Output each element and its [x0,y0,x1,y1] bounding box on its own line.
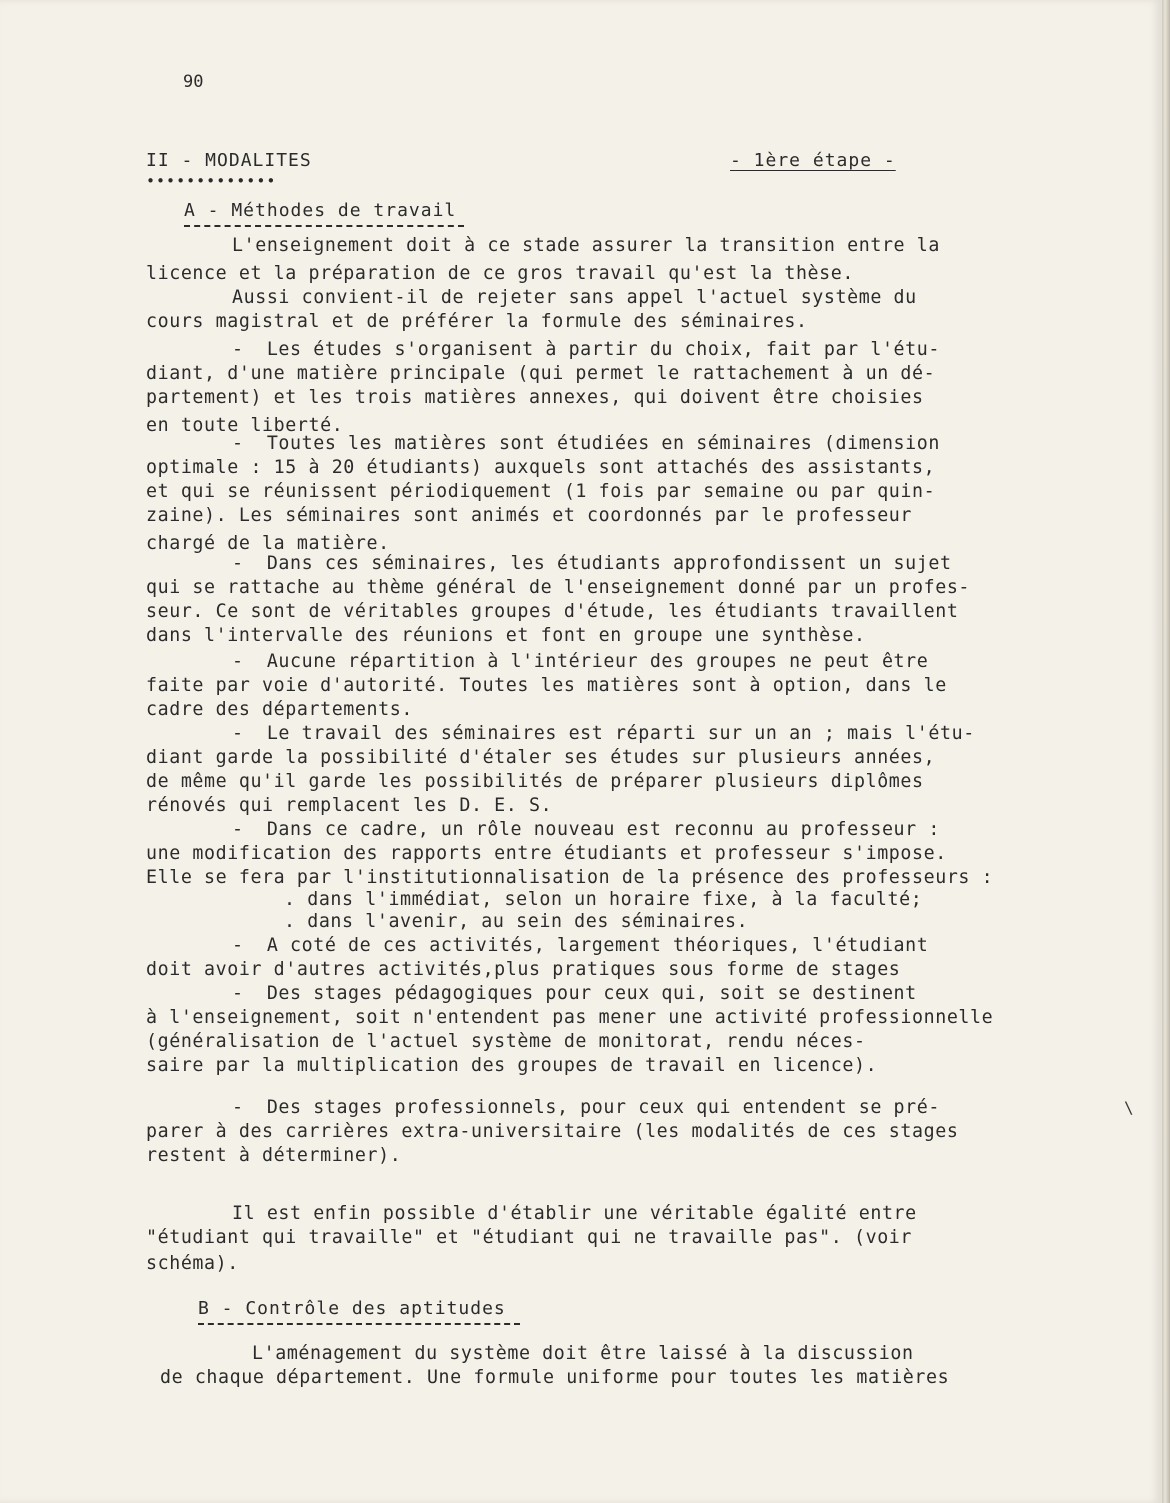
text-line: - Les études s'organisent à partir du choix, fait par l'étu- [232,339,940,360]
page-number: 90 [183,72,204,92]
subsection-b-underline [198,1323,520,1325]
text-line: Aussi convient-il de rejeter sans appel l'actuel système du [232,287,917,308]
text-line: doit avoir d'autres activités,plus pratiques sous forme de stages [146,959,901,980]
page-edge [1162,0,1170,1503]
text-line: - Dans ce cadre, un rôle nouveau est reconnu au professeur : [232,819,940,840]
text-line: cours magistral et de préférer la formule des séminaires. [146,311,808,332]
text-line: - Aucune répartition à l'intérieur des groupes ne peut être [232,651,929,672]
section-heading: II - MODALITES [146,150,312,171]
stage-label: - 1ère étape - [730,150,896,171]
text-line: - Toutes les matières sont étudiées en séminaires (dimension [232,433,940,454]
text-line: diant garde la possibilité d'étaler ses études sur plusieurs années, [146,747,936,768]
text-line: parer à des carrières extra-universitaire (les modalités de ces stages [146,1121,959,1142]
text-line: optimale : 15 à 20 étudiants) auxquels sont attachés des assistants, [146,457,936,478]
text-line: à l'enseignement, soit n'entendent pas mener une activité professionnelle [146,1007,994,1028]
text-line: chargé de la matière. [146,533,390,554]
text-line: (généralisation de l'actuel système de monitorat, rendu néces- [146,1031,866,1052]
subsection-b-title: B - Contrôle des aptitudes [198,1298,506,1319]
text-line: rénovés qui remplacent les D. E. S. [146,795,553,816]
section-heading-underline: ••••••••••••• [146,172,277,190]
text-line: diant, d'une matière principale (qui permet le rattachement à un dé- [146,363,936,384]
text-line: de même qu'il garde les possibilités de préparer plusieurs diplômes [146,771,924,792]
text-line: schéma). [146,1253,239,1274]
text-line: - Dans ces séminaires, les étudiants approfondissent un sujet [232,553,952,574]
text-line: faite par voie d'autorité. Toutes les matières sont à option, dans le [146,675,947,696]
text-line: saire par la multiplication des groupes de travail en licence). [146,1055,878,1076]
text-line: une modification des rapports entre étudiants et professeur s'impose. [146,843,947,864]
text-line: et qui se réunissent périodiquement (1 fois par semaine ou par quin- [146,481,936,502]
text-line: zaine). Les séminaires sont animés et coordonnés par le professeur [146,505,913,526]
text-line: . dans l'avenir, au sein des séminaires. [284,911,749,932]
text-line: Il est enfin possible d'établir une véritable égalité entre [232,1203,917,1224]
text-line: de chaque département. Une formule uniforme pour toutes les matières [160,1367,950,1388]
text-line: dans l'intervalle des réunions et font en groupe une synthèse. [146,625,866,646]
text-line: - A coté de ces activités, largement théoriques, l'étudiant [232,935,929,956]
text-line: Elle se fera par l'institutionnalisation de la présence des professeurs : [146,867,994,888]
text-line: . dans l'immédiat, selon un horaire fixe, à la faculté; [284,889,923,910]
text-line: cadre des départements. [146,699,413,720]
margin-mark: \ [1124,1098,1134,1117]
text-line: - Le travail des séminaires est réparti sur un an ; mais l'étu- [232,723,975,744]
subsection-a-title: A - Méthodes de travail [184,200,457,221]
text-line: L'aménagement du système doit être laissé à la discussion [252,1343,914,1364]
text-line: L'enseignement doit à ce stade assurer la transition entre la [232,235,940,256]
text-line: restent à déterminer). [146,1145,402,1166]
text-line: "étudiant qui travaille" et "étudiant qui ne travaille pas". (voir [146,1227,913,1248]
text-line: qui se rattache au thème général de l'enseignement donné par un profes- [146,577,971,598]
subsection-a-underline [184,225,464,227]
text-line: licence et la préparation de ce gros travail qu'est la thèse. [146,263,854,284]
text-line: - Des stages professionnels, pour ceux qui entendent se pré- [232,1097,940,1118]
text-line: en toute liberté. [146,415,344,436]
text-line: - Des stages pédagogiques pour ceux qui, soit se destinent [232,983,917,1004]
text-line: partement) et les trois matières annexes, qui doivent être choisies [146,387,924,408]
text-line: seur. Ce sont de véritables groupes d'étude, les étudiants travaillent [146,601,959,622]
